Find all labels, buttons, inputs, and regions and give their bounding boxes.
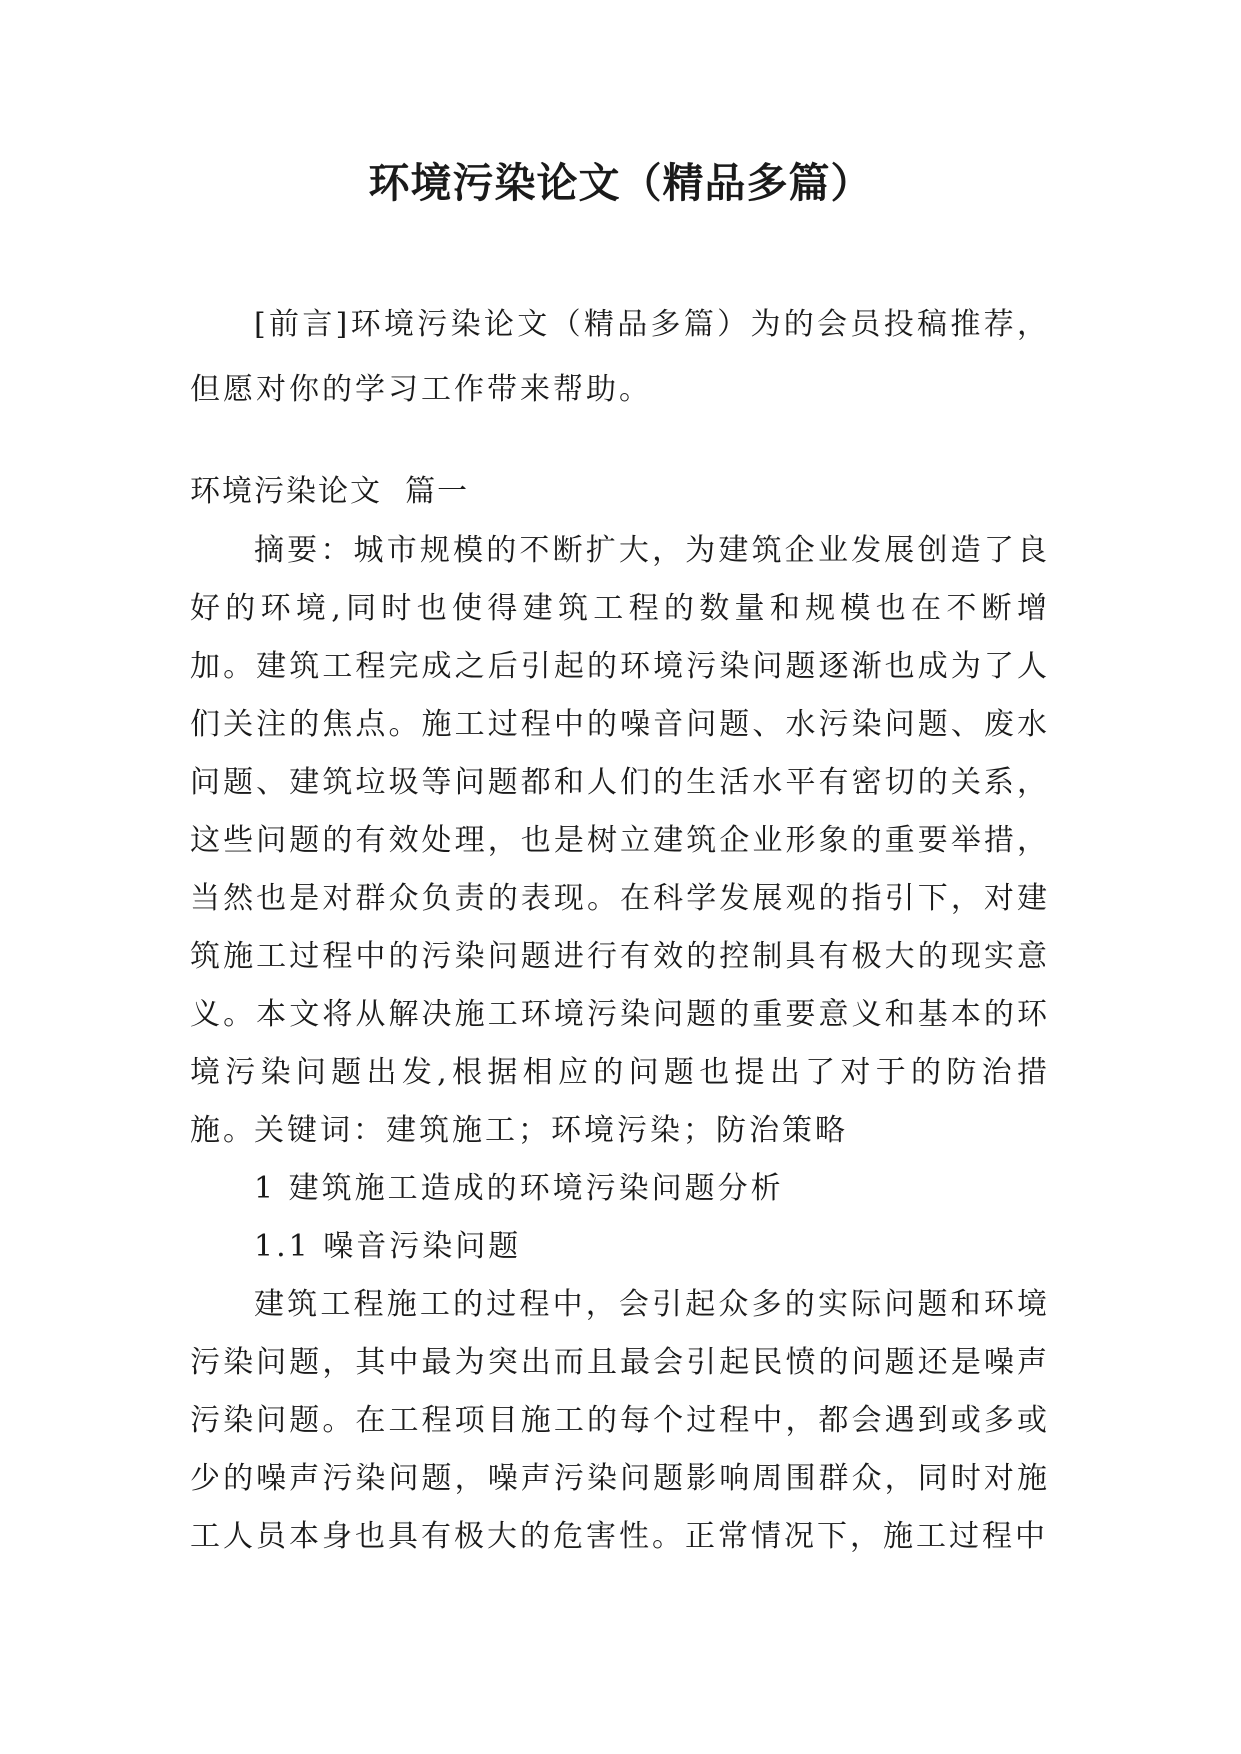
section-title: 环境污染论文 篇一: [190, 474, 470, 509]
keywords-line: 关键词：建筑施工；环境污染；防治策略: [254, 1113, 848, 1148]
body-paragraph: 建筑工程施工的过程中，会引起众多的实际问题和环境污染问题，其中最为突出而且最会引起民愤的问题还是噪声污染问题。在工程项目施工的每个过程中，都会遇到或多或少的噪声污染问题，噪声污染问题影响周围群众，同时对施工人员本身也具有极大的危害性。正常情况下，施工过程中: [190, 1287, 1050, 1554]
heading-1-1: 1.1 噪音污染问题: [254, 1229, 522, 1264]
abstract-paragraph: 摘要：城市规模的不断扩大，为建筑企业发展创造了良好的环境,同时也使得建筑工程的数量和规模也在不断增加。建筑工程完成之后引起的环境污染问题逐渐也成为了人们关注的焦点。施工过程中的噪音问题、水污染问题、废水问题、建筑垃圾等问题都和人们的生活水平有密切的关系，这些问题的有效处理，也是树立建筑企业形象的重要举措，当然也是对群众负责的表现。在科学发展观的指引下，对建筑施工过程中的污染问题进行有效的控制具有极大的现实意义。本文将从解决施工环境污染问题的重要意义和基本的环境污染问题出发,根据相应的问题也提出了对于的防治措施。: [190, 533, 1050, 1148]
heading-1: 1 建筑施工造成的环境污染问题分析: [254, 1171, 784, 1206]
document-title: 环境污染论文（精品多篇）: [368, 159, 873, 207]
preface-paragraph: [前言]环境污染论文（精品多篇）为的会员投稿推荐，但愿对你的学习工作带来帮助。: [190, 307, 1050, 407]
